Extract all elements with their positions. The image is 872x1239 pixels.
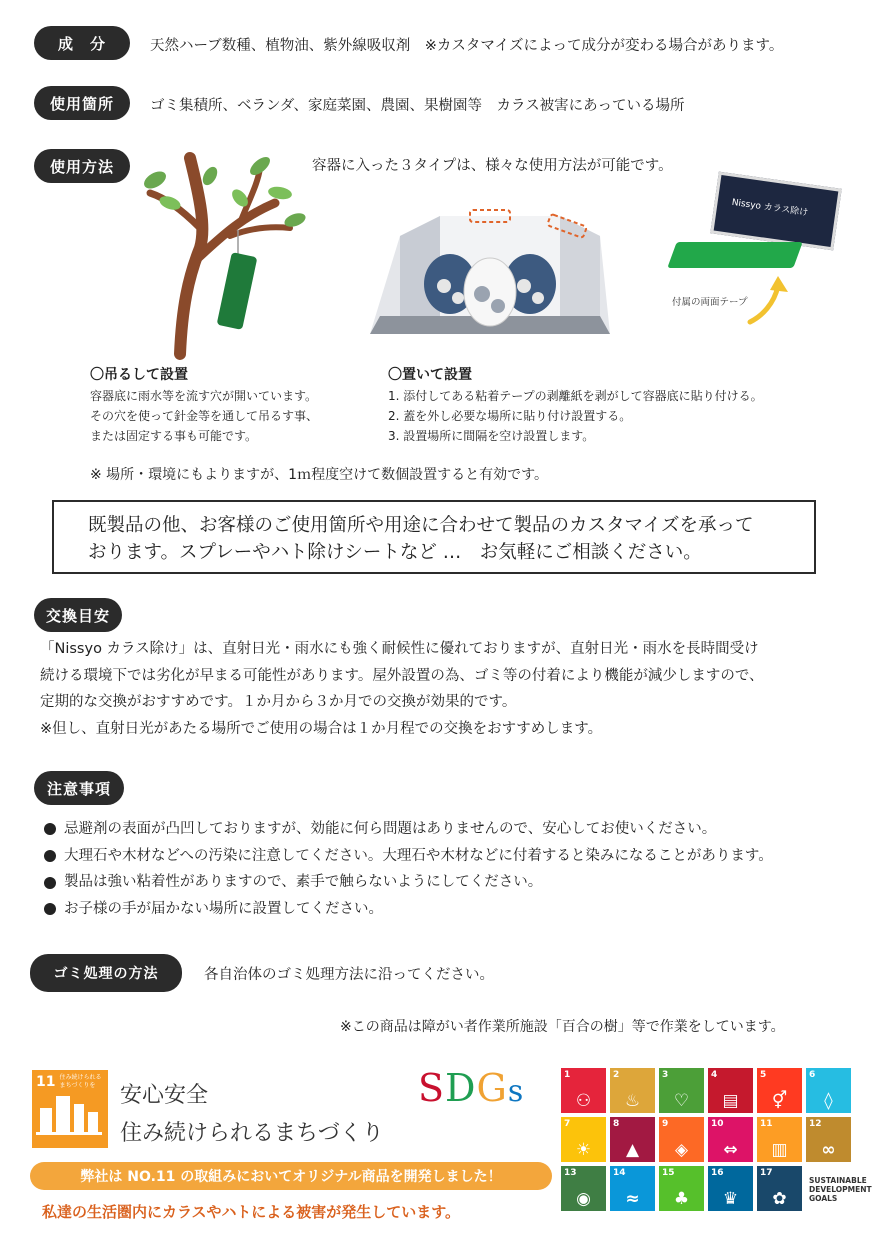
tape-label: 付属の両面テープ [672, 297, 748, 308]
sdg-goal-icon: ≈ [625, 1189, 640, 1209]
sdg-tile-number: 15 [662, 1168, 675, 1178]
replacement-label: 交換目安 [34, 598, 122, 632]
notice-line-2: おります。スプレーやハト除けシートなど … お気軽にご相談ください。 [88, 542, 702, 563]
caution-text: 大理石や木材などへの汚染に注意してください。大理石や木材などに付着すると染みになることがあります。 [64, 847, 773, 864]
place-title: 〇置いて設置 [388, 367, 472, 383]
slogan-line-2: 住み続けられるまちづくり [120, 1121, 384, 1146]
placed-containers-illustration [370, 206, 610, 336]
sdg-tile-number: 8 [613, 1119, 620, 1129]
sdg-tile-number: 14 [613, 1168, 626, 1178]
banner-text: 弊社は NO.11 の取組みにおいてオリジナル商品を開発しました！ [80, 1169, 502, 1185]
list-item [44, 816, 773, 843]
place-line-1: 1. 添付してある粘着テープの剥離紙を剥がして容器底に貼り付ける。 [388, 389, 763, 403]
sdg-tile-3 [659, 1068, 704, 1113]
sdg-tile-5 [757, 1068, 802, 1113]
sdg-tile-4 [708, 1068, 753, 1113]
caution-text: 製品は強い粘着性がありますので、素手で触らないようにしてください。 [64, 874, 543, 891]
sdg-goal-icon: ☀ [575, 1140, 592, 1160]
sdg-tile-15 [659, 1166, 704, 1211]
sdg-goals-logo: SUSTAINABLE DEVELOPMENT GOALS [806, 1166, 851, 1211]
bottom-text: 私達の生活圏内にカラスやハトによる被害が発生しています。 [42, 1203, 461, 1221]
production-note: ※この商品は障がい者作業所施設「百合の樹」等で作業をしています。 [340, 1019, 785, 1035]
sdg-goal-icon: ▲ [625, 1140, 640, 1160]
usage-places-label: 使用箇所 [34, 86, 130, 120]
sdg-tile-1 [561, 1068, 606, 1113]
sdg-goal-icon: ▤ [722, 1091, 739, 1111]
sdg-goal-icon: ⚥ [771, 1091, 788, 1111]
notice-line-1: 既製品の他、お客様のご使用箇所や用途に合わせて製品のカスタマイズを承って [88, 515, 754, 536]
sdg-goal-icon: ⚇ [575, 1091, 592, 1111]
bullet-icon [44, 903, 56, 915]
sdg-goal-icon: ▥ [771, 1140, 788, 1160]
green-tape-strip [667, 242, 802, 268]
sdg-tile-number: 9 [662, 1119, 669, 1129]
sdg-tile-number: 10 [711, 1119, 724, 1129]
goal-icon-number: 11 [36, 1074, 56, 1090]
replacement-line-2: 続ける環境下では劣化が早まる可能性があります。屋外設置の為、ゴミ等の付着により機能が減少しますので、 [40, 667, 764, 684]
caution-text: お子様の手が届かない場所に設置してください。 [64, 901, 383, 918]
sdg-goal-icon: ◈ [674, 1140, 689, 1160]
sdg-tile-number: 13 [564, 1168, 577, 1178]
sdg-goal-icon: ♛ [722, 1189, 739, 1209]
replacement-text [40, 636, 764, 742]
list-item [44, 896, 773, 923]
list-item [44, 869, 773, 896]
sdg-tile-number: 3 [662, 1070, 669, 1080]
cautions-list [44, 816, 773, 923]
sdg-goal-icon: ♨ [624, 1091, 641, 1111]
slogan-line-1: 安心安全 [120, 1083, 209, 1108]
hang-line-3: または固定する事も可能です。 [90, 429, 258, 443]
hang-line-1: 容器底に雨水等を流す穴が開いています。 [90, 389, 318, 403]
sdg-tile-number: 4 [711, 1070, 718, 1080]
sdg-tile-number: 5 [760, 1070, 767, 1080]
replacement-line-4: ※但し、直射日光があたる場所でご使用の場合は１か月程での交換をおすすめします。 [40, 720, 603, 737]
sdg-tile-14 [610, 1166, 655, 1211]
list-item [44, 843, 773, 870]
goal-icon-text: 住み続けられる まちづくりを [59, 1074, 102, 1089]
usage-method-label: 使用方法 [34, 149, 130, 183]
sdg-goal-icon: ⇔ [723, 1140, 738, 1160]
sdg-goals-grid [561, 1068, 872, 1218]
sdg-tile-17 [757, 1166, 802, 1211]
sdg-tile-8 [610, 1117, 655, 1162]
usage-places-text: ゴミ集積所、ベランダ、家庭菜園、農園、果樹園等 カラス被害にあっている場所 [150, 98, 685, 114]
sdg11-goal-icon [32, 1070, 108, 1148]
development-banner [30, 1162, 552, 1190]
sdg-tile-10 [708, 1117, 753, 1162]
sdg-tile-9 [659, 1117, 704, 1162]
package-text: Nissyo カラス除け [731, 197, 809, 219]
sdg-tile-number: 11 [760, 1119, 773, 1129]
replacement-line-1: 「Nissyo カラス除け」は、直射日光・雨水にも強く耐候性に優れておりますが、直射日光・雨水を長時間受け [40, 641, 759, 657]
package-image [710, 172, 841, 251]
sdg-tile-11 [757, 1117, 802, 1162]
disposal-text: 各自治体のゴミ処理方法に沿ってください。 [204, 967, 494, 983]
sdg-tile-number: 2 [613, 1070, 620, 1080]
sdg-goal-icon: ✿ [772, 1189, 787, 1209]
sdg-tile-12 [806, 1117, 851, 1162]
sdg-tile-number: 12 [809, 1119, 822, 1129]
hang-title: 〇吊るして設置 [90, 367, 188, 383]
sdg-goal-icon: ◉ [576, 1189, 591, 1209]
sdg-tile-16 [708, 1166, 753, 1211]
sdg-tile-number: 1 [564, 1070, 571, 1080]
place-line-2: 2. 蓋を外し必要な場所に貼り付け設置する。 [388, 409, 632, 423]
spacing-note: ※ 場所・環境にもよりますが、1ｍ程度空けて数個設置すると有効です。 [90, 467, 548, 483]
sdg-goal-icon: ♣ [673, 1189, 690, 1209]
bullet-icon [44, 823, 56, 835]
sdg-goal-icon: ◊ [824, 1091, 833, 1111]
sdg-tile-13 [561, 1166, 606, 1211]
bullet-icon [44, 877, 56, 889]
hanging-tree-illustration [140, 158, 310, 354]
sdg-tile-number: 16 [711, 1168, 724, 1178]
sdg-tile-number: 7 [564, 1119, 571, 1129]
cautions-label: 注意事項 [34, 771, 124, 805]
customize-notice-box [52, 500, 816, 574]
sdg-tile-number: 17 [760, 1168, 773, 1178]
sdg-tile-2 [610, 1068, 655, 1113]
sdg-tile-6 [806, 1068, 851, 1113]
sdg-goal-icon: ♡ [673, 1091, 690, 1111]
caution-text: 忌避剤の表面が凸凹しておりますが、効能に何ら問題はありませんので、安心してお使いください。 [64, 821, 717, 837]
sdgs-logo: SDGs [418, 1066, 525, 1110]
sdg-goal-icon: ∞ [821, 1140, 836, 1160]
disposal-label: ゴミ処理の方法 [30, 954, 182, 992]
bullet-icon [44, 850, 56, 862]
sdg-tile-7 [561, 1117, 606, 1162]
place-line-3: 3. 設置場所に間隔を空け設置します。 [388, 429, 595, 443]
sdg-tile-number: 6 [809, 1070, 816, 1080]
ingredients-text: 天然ハーブ数種、植物油、紫外線吸収剤 ※カスタマイズによって成分が変わる場合があります。 [150, 38, 784, 54]
hang-line-2: その穴を使って針金等を通して吊るす事、 [90, 409, 319, 423]
arrow-icon [742, 276, 792, 326]
replacement-line-3: 定期的な交換がおすすめです。１か月から３か月での交換が効果的です。 [40, 694, 517, 710]
ingredients-label: 成 分 [34, 26, 130, 60]
usage-method-text: 容器に入った３タイプは、様々な使用方法が可能です。 [312, 158, 673, 174]
city-buildings-icon [36, 1092, 102, 1136]
